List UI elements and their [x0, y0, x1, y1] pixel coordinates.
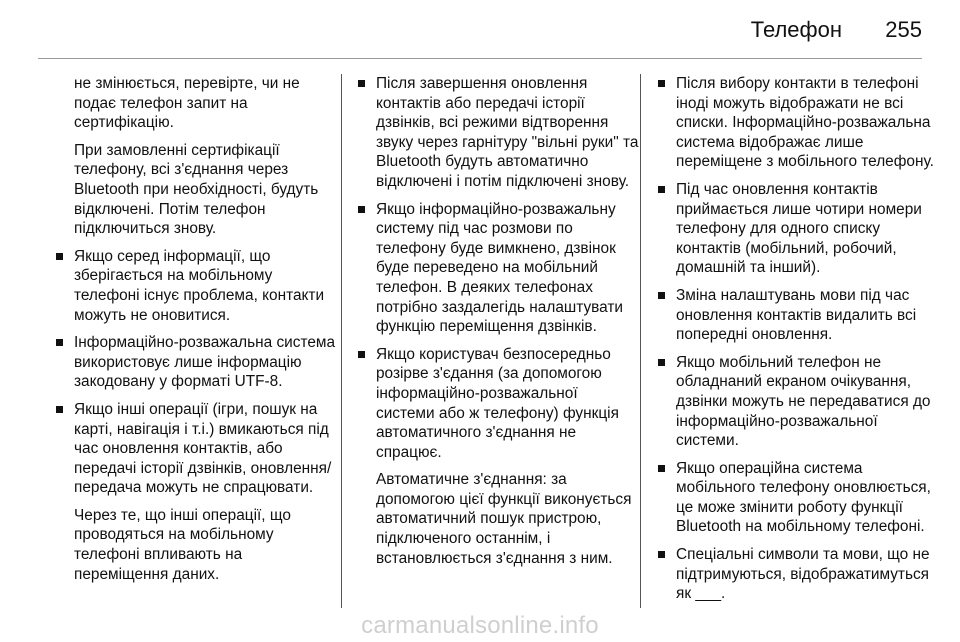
paragraph: не змінюється, перевірте, чи не подає телефон запит на сертифікацію.	[74, 75, 300, 132]
column-divider	[341, 74, 342, 608]
bullet-item: Якщо інформаційно-розважальну систему під час розмови по телефону буде вимкнено, дзвінок буде переведено на мобільний телефон. В деяких телефонах потрібно заздалегідь налаштувати функцію переміщення дзвінків.	[356, 200, 640, 337]
bullet-item: Якщо інші операції (ігри, пошук на карті, навігація і т.і.) вмикаються під час оновлення контактів, або передачі історії дзвінків, оновлення/передача можуть не спрацювати.	[54, 400, 338, 498]
bullet-item: Якщо операційна система мобільного телефону оновлюється, це може змінити роботу функції Bluetooth на мобільному телефоні.	[656, 459, 940, 537]
text-column-2	[356, 74, 640, 576]
text-column-1	[54, 74, 338, 592]
paragraph: При замовленні сертифікації телефону, всі з'єднання через Bluetooth при необхідності, будуть відключені. Потім телефон підключиться знову.	[74, 141, 319, 238]
bullet-item: Інформаційно-розважальна система використовує лише інформацію закодовану у форматі UTF-8.	[54, 333, 338, 392]
page-number: 255	[885, 17, 922, 42]
bullet-item: Якщо серед інформації, що зберігається на мобільному телефоні існує проблема, контакти можуть не оновитися.	[54, 247, 338, 325]
text-column-3	[656, 74, 940, 612]
bullet-item: Якщо користувач безпосередньо розірве з'єдання (за допомогою інформаційно-розважальної системи або ж телефону) функція автоматичного з'єднання не спрацює.	[356, 345, 640, 463]
header-divider	[38, 58, 922, 59]
page-title: Телефон	[750, 17, 842, 42]
page-header	[0, 0, 960, 58]
watermark: carmanualsonline.info	[361, 612, 599, 639]
bullet-item: Якщо мобільний телефон не обладнаний екраном очікування, дзвінки можуть не передаватися до інформаційно-розважальної системи.	[656, 353, 940, 451]
bullet-item: Зміна налаштувань мови під час оновлення контактів видалить всі попередні оновлення.	[656, 286, 940, 345]
bullet-item: Після вибору контакти в телефоні іноді можуть відображати не всі списки. Інформаційно-розважальна система відображає лише переміщене з мобільного телефону.	[656, 74, 940, 172]
column-divider	[640, 74, 641, 608]
paragraph: Через те, що інші операції, що проводяться на мобільному телефоні впливають на переміщення даних.	[74, 506, 291, 583]
bullet-item: Під час оновлення контактів приймається лише чотири номери телефону для одного списку контактів (мобільний, робочий, домашній та інший).	[656, 180, 940, 278]
bullet-item: Після завершення оновлення контактів або передачі історії дзвінків, всі режими відтворення звуку через гарнітуру "вільні руки" та Bluetooth будуть автоматично відключені і потім підключені знову.	[356, 74, 640, 192]
paragraph: Автоматичне з'єднання: за допомогою цієї функції виконується автоматичний пошук пристрою, підключеного останнім, і встановлюється з'єднання з ним.	[376, 471, 632, 567]
bullet-item: Спеціальні символи та мови, що не підтримуються, відображатимуться як ___.	[656, 545, 940, 604]
